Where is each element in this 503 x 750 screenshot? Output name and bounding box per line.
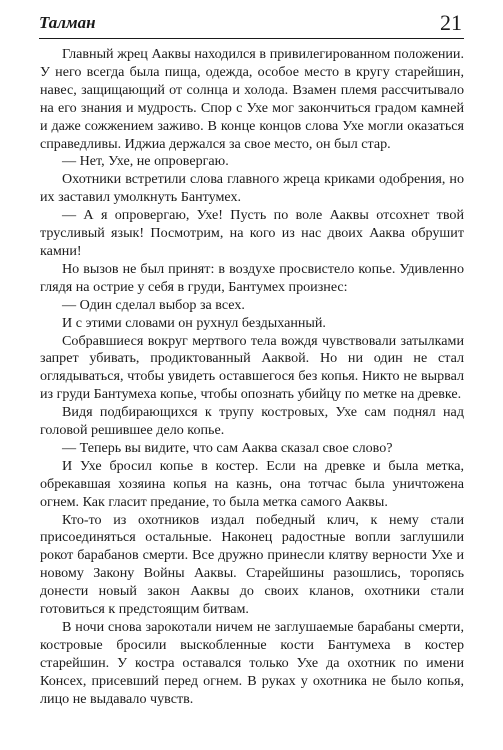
paragraph: Но вызов не был принят: в воздухе просвистело копье. Удивленно глядя на острие у себя в груди, Бантумех произнес: bbox=[40, 260, 464, 295]
paragraph: — Теперь вы видите, что сам Ааква сказал свое слово? bbox=[62, 439, 393, 456]
paragraph: Охотники встретили слова главного жреца криками одобрения, но их заставил умолкнуть Бантумех. bbox=[40, 171, 464, 206]
running-title: Талман bbox=[39, 13, 96, 32]
running-head bbox=[39, 12, 464, 40]
paragraph: — Нет, Ухе, не опровергаю. bbox=[62, 153, 229, 170]
paragraph: Видя подбирающихся к трупу костровых, Ухе сам поднял над головой решившее дело копье. bbox=[40, 404, 464, 439]
paragraph: Главный жрец Ааквы находился в привилегированном положении. У него всегда была пища, одежда, особое место в кругу старейшин, навес, защищающий от солнца и холода. Взамен племя рассчитывало на его знания и мудрость. Спор с Ухе мог закончиться градом камней и даже сожжением заживо. В конце концов слова Ухе могли оказаться справедливы. Иджиа держался за свое место, он был стар. bbox=[40, 46, 464, 152]
paragraph: В ночи снова зарокотали ничем не заглушаемые барабаны смерти, костровые бросили выскобленные кости Бантумеха в костер старейшин. У костра оставался только Ухе да охотник по имени Консех, присевший перед огнем. В руках у охотника не было копья, лицо не выдавало чувств. bbox=[40, 619, 464, 707]
header-rule bbox=[39, 38, 464, 39]
page-number: 21 bbox=[440, 10, 462, 35]
paragraph: И с этими словами он рухнул бездыханный. bbox=[62, 314, 326, 331]
paragraph: И Ухе бросил копье в костер. Если на древке и была метка, обрекавшая хозяина копья на казнь, она тотчас была уничтожена огнем. Как гласит предание, то была метка самого Ааквы. bbox=[40, 457, 464, 510]
paragraph: — Один сделал выбор за всех. bbox=[62, 296, 245, 313]
paragraph: — А я опровергаю, Ухе! Пусть по воле Ааквы отсохнет твой трусливый язык! Посмотрим, на кого из нас двоих Ааква обрушит камни! bbox=[40, 207, 464, 259]
paragraph: Собравшиеся вокруг мертвого тела вождя чувствовали затылками запрет убивать, продиктованный Ааквой. Но ни один не стал оглядываться, чтобы увидеть оставшегося без копья. Никто не вырвал из груди Бантумеха копье, чтобы опознать убийцу по метке на древке. bbox=[40, 332, 464, 403]
paragraph: Кто-то из охотников издал победный клич, к нему стали присоединяться остальные. Наконец радостные вопли заглушили рокот барабанов смерти. Все дружно принесли клятву верности Ухе и новому Закону Войны Ааквы. Старейшины разошлись, торопясь донести новый закон Ааквы до своих кланов, охотники стали готовиться к предстоящим битвам. bbox=[40, 511, 464, 618]
body-text bbox=[40, 46, 464, 709]
